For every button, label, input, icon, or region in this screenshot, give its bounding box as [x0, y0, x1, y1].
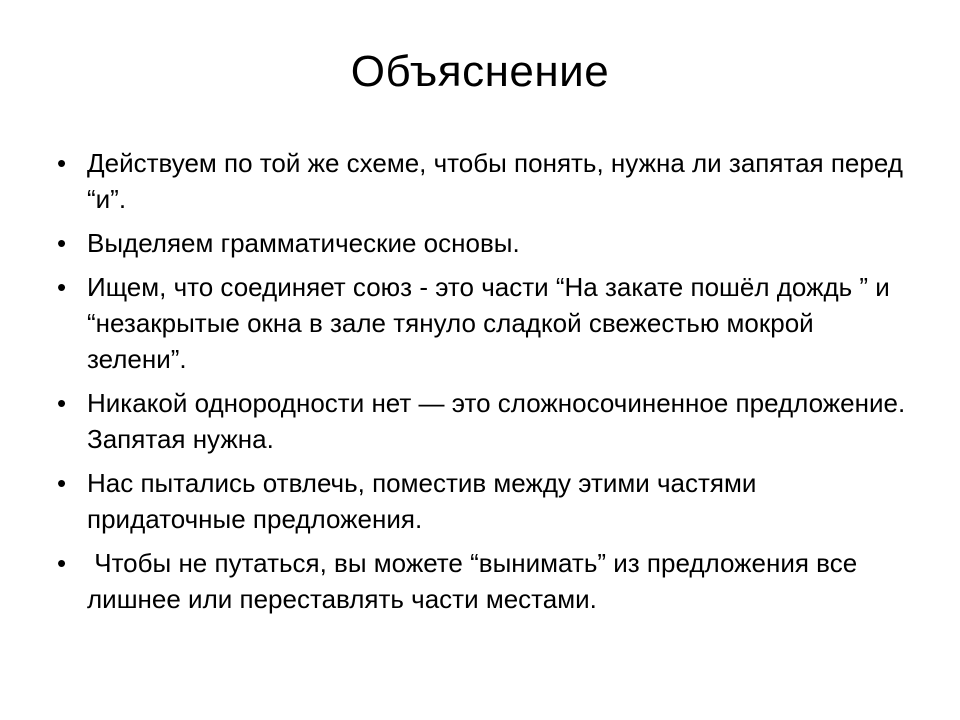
slide-title: Объяснение	[350, 47, 610, 96]
bullet-list	[55, 145, 915, 625]
bullet-icon: •	[57, 272, 67, 302]
bullet-icon: •	[57, 148, 67, 178]
list-item	[55, 225, 915, 261]
list-item	[55, 465, 915, 537]
bullet-icon: •	[57, 468, 67, 498]
list-item	[55, 385, 915, 457]
list-item	[55, 545, 915, 617]
bullet-icon: •	[57, 228, 67, 258]
bullet-text: Чтобы не путаться, вы можете “вынимать” из предложения все лишнее или переставлять части местами.	[87, 548, 865, 614]
bullet-icon: •	[57, 548, 67, 578]
bullet-text: Действуем по той же схеме, чтобы понять, нужна ли запятая перед “и”.	[87, 148, 911, 214]
bullet-text: Нас пытались отвлечь, поместив между этими частями придаточные предложения.	[87, 468, 764, 534]
bullet-text: Выделяем грамматические основы.	[87, 228, 520, 258]
list-item	[55, 269, 915, 377]
bullet-text: Ищем, что соединяет союз - это части “На закате пошёл дождь ” и “незакрытые окна в зале тянуло сладкой свежестью мокрой зелени”.	[87, 272, 898, 374]
bullet-icon: •	[57, 388, 67, 418]
list-item	[55, 145, 915, 217]
bullet-text: Никакой однородности нет — это сложносочиненное предложение. Запятая нужна.	[87, 388, 913, 454]
